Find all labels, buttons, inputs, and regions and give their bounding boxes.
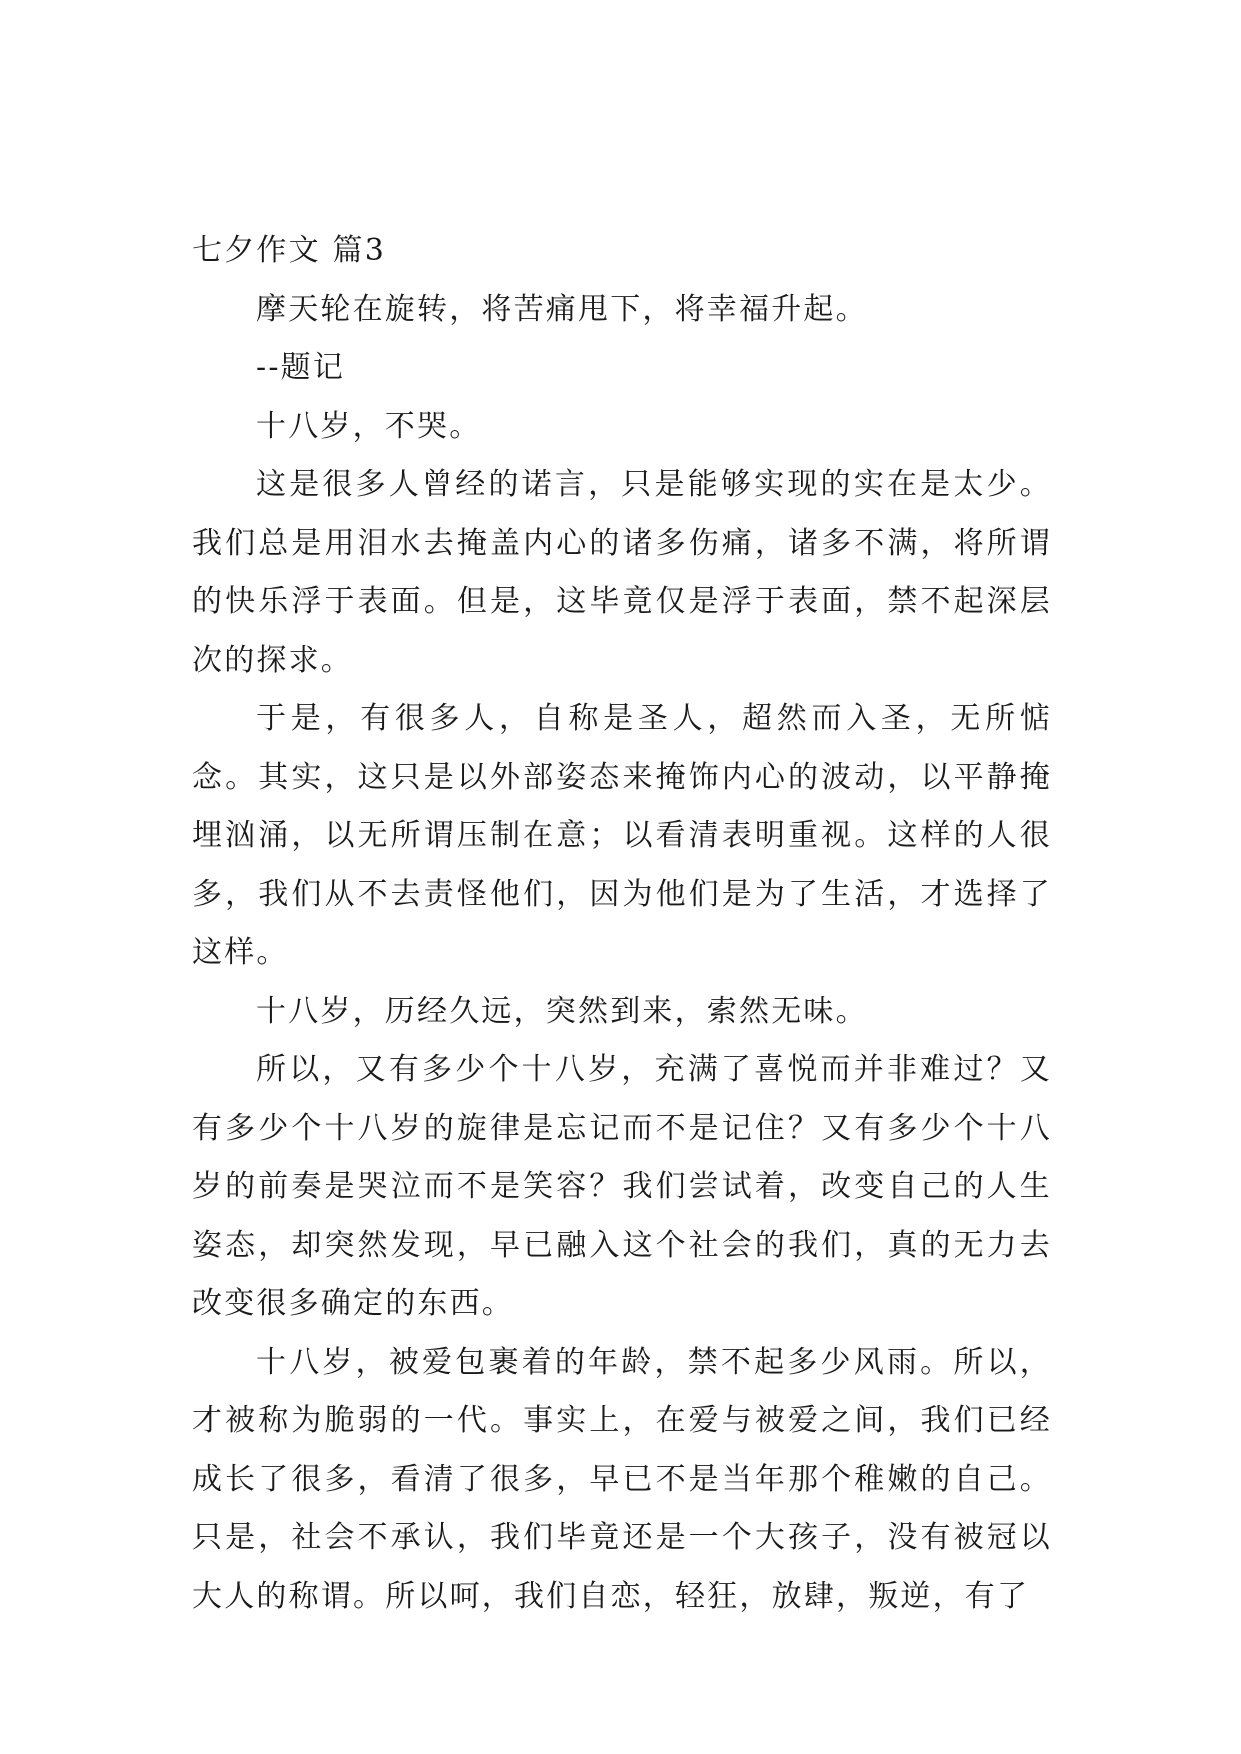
document-title: 七夕作文 篇3 — [192, 233, 387, 268]
paragraph: 十八岁，历经久远，突然到来，索然无味。 — [256, 993, 868, 1029]
paragraph: 十八岁，不哭。 — [256, 408, 482, 444]
document-body — [192, 222, 1052, 1626]
paragraph: 所以，又有多少个十八岁，充满了喜悦而并非难过？又有多少个十八岁的旋律是忘记而不是记住？又有多少个十八岁的前奏是哭泣而不是笑容？我们尝试着，改变自己的人生姿态，却突然发现，早已融入这个社会的我们，真的无力去改变很多确定的东西。 — [192, 1052, 1052, 1321]
epigraph-attribution: --题记 — [256, 350, 346, 385]
paragraph: 十八岁，被爱包裹着的年龄，禁不起多少风雨。所以，才被称为脆弱的一代。事实上，在爱与被爱之间，我们已经成长了很多，看清了很多，早已不是当年那个稚嫩的自己。只是，社会不承认，我们毕竟还是一个大孩子，没有被冠以大人的称谓。所以呵，我们自恋，轻狂，放肆，叛逆，有了 — [192, 1344, 1052, 1614]
paragraph: 于是，有很多人，自称是圣人，超然而入圣，无所惦念。其实，这只是以外部姿态来掩饰内心的波动，以平静掩埋汹涌，以无所谓压制在意；以看清表明重视。这样的人很多，我们从不去责怪他们，因为他们是为了生活，才选择了这样。 — [192, 701, 1052, 970]
paragraph: 这是很多人曾经的诺言，只是能够实现的实在是太少。我们总是用泪水去掩盖内心的诸多伤痛，诸多不满，将所谓的快乐浮于表面。但是，这毕竟仅是浮于表面，禁不起深层次的探求。 — [192, 467, 1052, 678]
epigraph: 摩天轮在旋转，将苦痛甩下，将幸福升起。 — [256, 291, 868, 327]
